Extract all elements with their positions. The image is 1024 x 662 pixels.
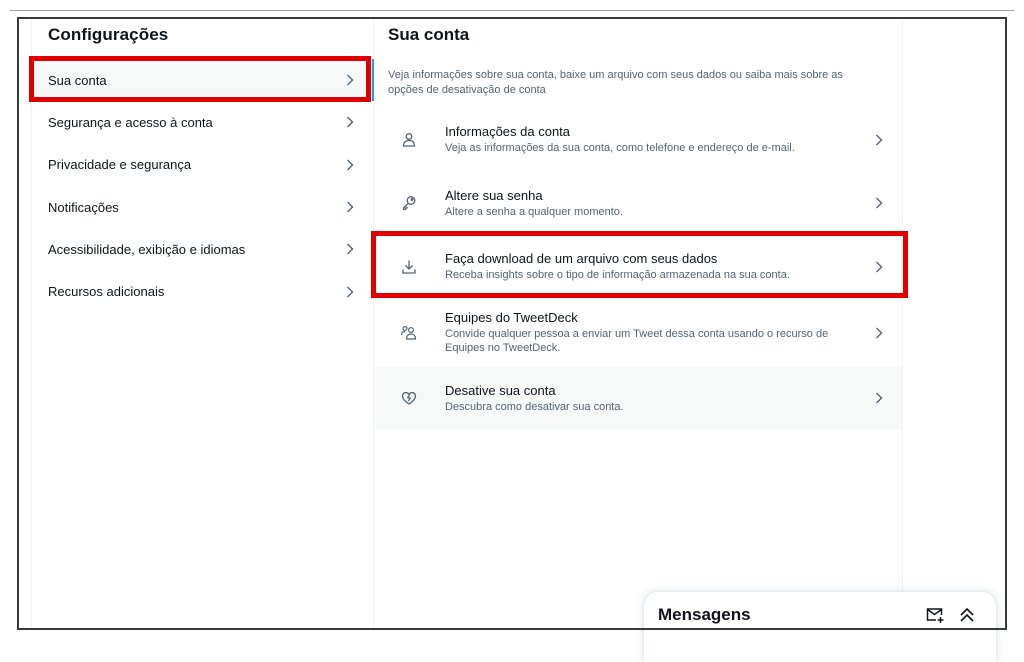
row-subtitle: Receba insights sobre o tipo de informação armazenada na sua conta. <box>445 269 790 281</box>
settings-sidebar <box>31 19 374 628</box>
row-title: Altere sua senha <box>445 187 543 203</box>
row-subtitle: Altere a senha a qualquer momento. <box>445 205 623 218</box>
team-icon <box>400 324 418 342</box>
sidebar-item-label: Recursos adicionais <box>48 284 165 300</box>
page-description: Veja informações sobre sua conta, baixe um arquivo com seus dados ou saiba mais sobre as opções de desativação de conta <box>388 69 843 96</box>
download-archive-row[interactable] <box>374 235 902 298</box>
sidebar-item-label: Sua conta <box>48 72 107 88</box>
sidebar-item-your-account[interactable] <box>32 59 373 101</box>
row-subtitle: Convide qualquer pessoa a enviar um Tweet dessa conta usando o recurso de Equipes no TweetDeck. <box>445 328 829 354</box>
sidebar-item-notifications[interactable] <box>32 186 373 228</box>
sidebar-item-additional-resources[interactable] <box>32 270 373 312</box>
settings-nav-list <box>32 59 373 313</box>
person-icon <box>400 131 418 149</box>
your-account-panel <box>374 19 903 628</box>
sidebar-item-security-access[interactable] <box>32 101 373 143</box>
deactivate-account-row[interactable] <box>374 367 902 429</box>
sidebar-item-label: Privacidade e segurança <box>48 157 192 173</box>
chevron-right-icon <box>343 158 357 172</box>
row-title: Informações da conta <box>445 124 571 139</box>
messages-title: Mensagens <box>658 605 751 624</box>
chevron-right-icon <box>343 115 357 129</box>
row-title: Faça download de um arquivo com seus dados <box>445 251 718 266</box>
download-icon <box>400 258 418 276</box>
double-chevron-up-icon[interactable] <box>957 605 977 625</box>
key-icon <box>400 194 418 212</box>
settings-title: Configurações <box>48 25 169 44</box>
chevron-right-icon <box>872 326 886 340</box>
sidebar-item-accessibility[interactable] <box>32 228 373 270</box>
row-subtitle: Veja as informações da sua conta, como telefone e endereço de e-mail. <box>445 142 795 154</box>
page-title: Sua conta <box>388 25 470 44</box>
sidebar-item-label: Segurança e acesso à conta <box>48 114 213 130</box>
chevron-right-icon <box>872 260 886 274</box>
broken-heart-icon <box>400 389 418 407</box>
row-subtitle: Descubra como desativar sua conta. <box>445 400 624 413</box>
messages-drawer[interactable] <box>644 592 996 662</box>
chevron-right-icon <box>343 200 357 214</box>
new-message-icon[interactable] <box>925 605 945 625</box>
row-title: Equipes do TweetDeck <box>445 310 578 325</box>
sidebar-item-label: Notificações <box>48 199 119 215</box>
chevron-right-icon <box>343 242 357 256</box>
sidebar-item-privacy-safety[interactable] <box>32 144 373 186</box>
chevron-right-icon <box>872 196 886 210</box>
tweetdeck-teams-row[interactable] <box>374 298 902 367</box>
top-divider <box>10 10 1014 11</box>
row-title: Desative sua conta <box>445 382 556 398</box>
frame-bottom-border <box>17 628 1007 630</box>
change-password-row[interactable] <box>374 171 902 235</box>
settings-window <box>17 17 1007 630</box>
chevron-right-icon <box>343 73 357 87</box>
account-options-list <box>374 108 902 429</box>
chevron-right-icon <box>343 285 357 299</box>
chevron-right-icon <box>872 391 886 405</box>
account-information-row[interactable] <box>374 108 902 171</box>
sidebar-item-label: Acessibilidade, exibição e idiomas <box>48 241 246 257</box>
chevron-right-icon <box>872 133 886 147</box>
